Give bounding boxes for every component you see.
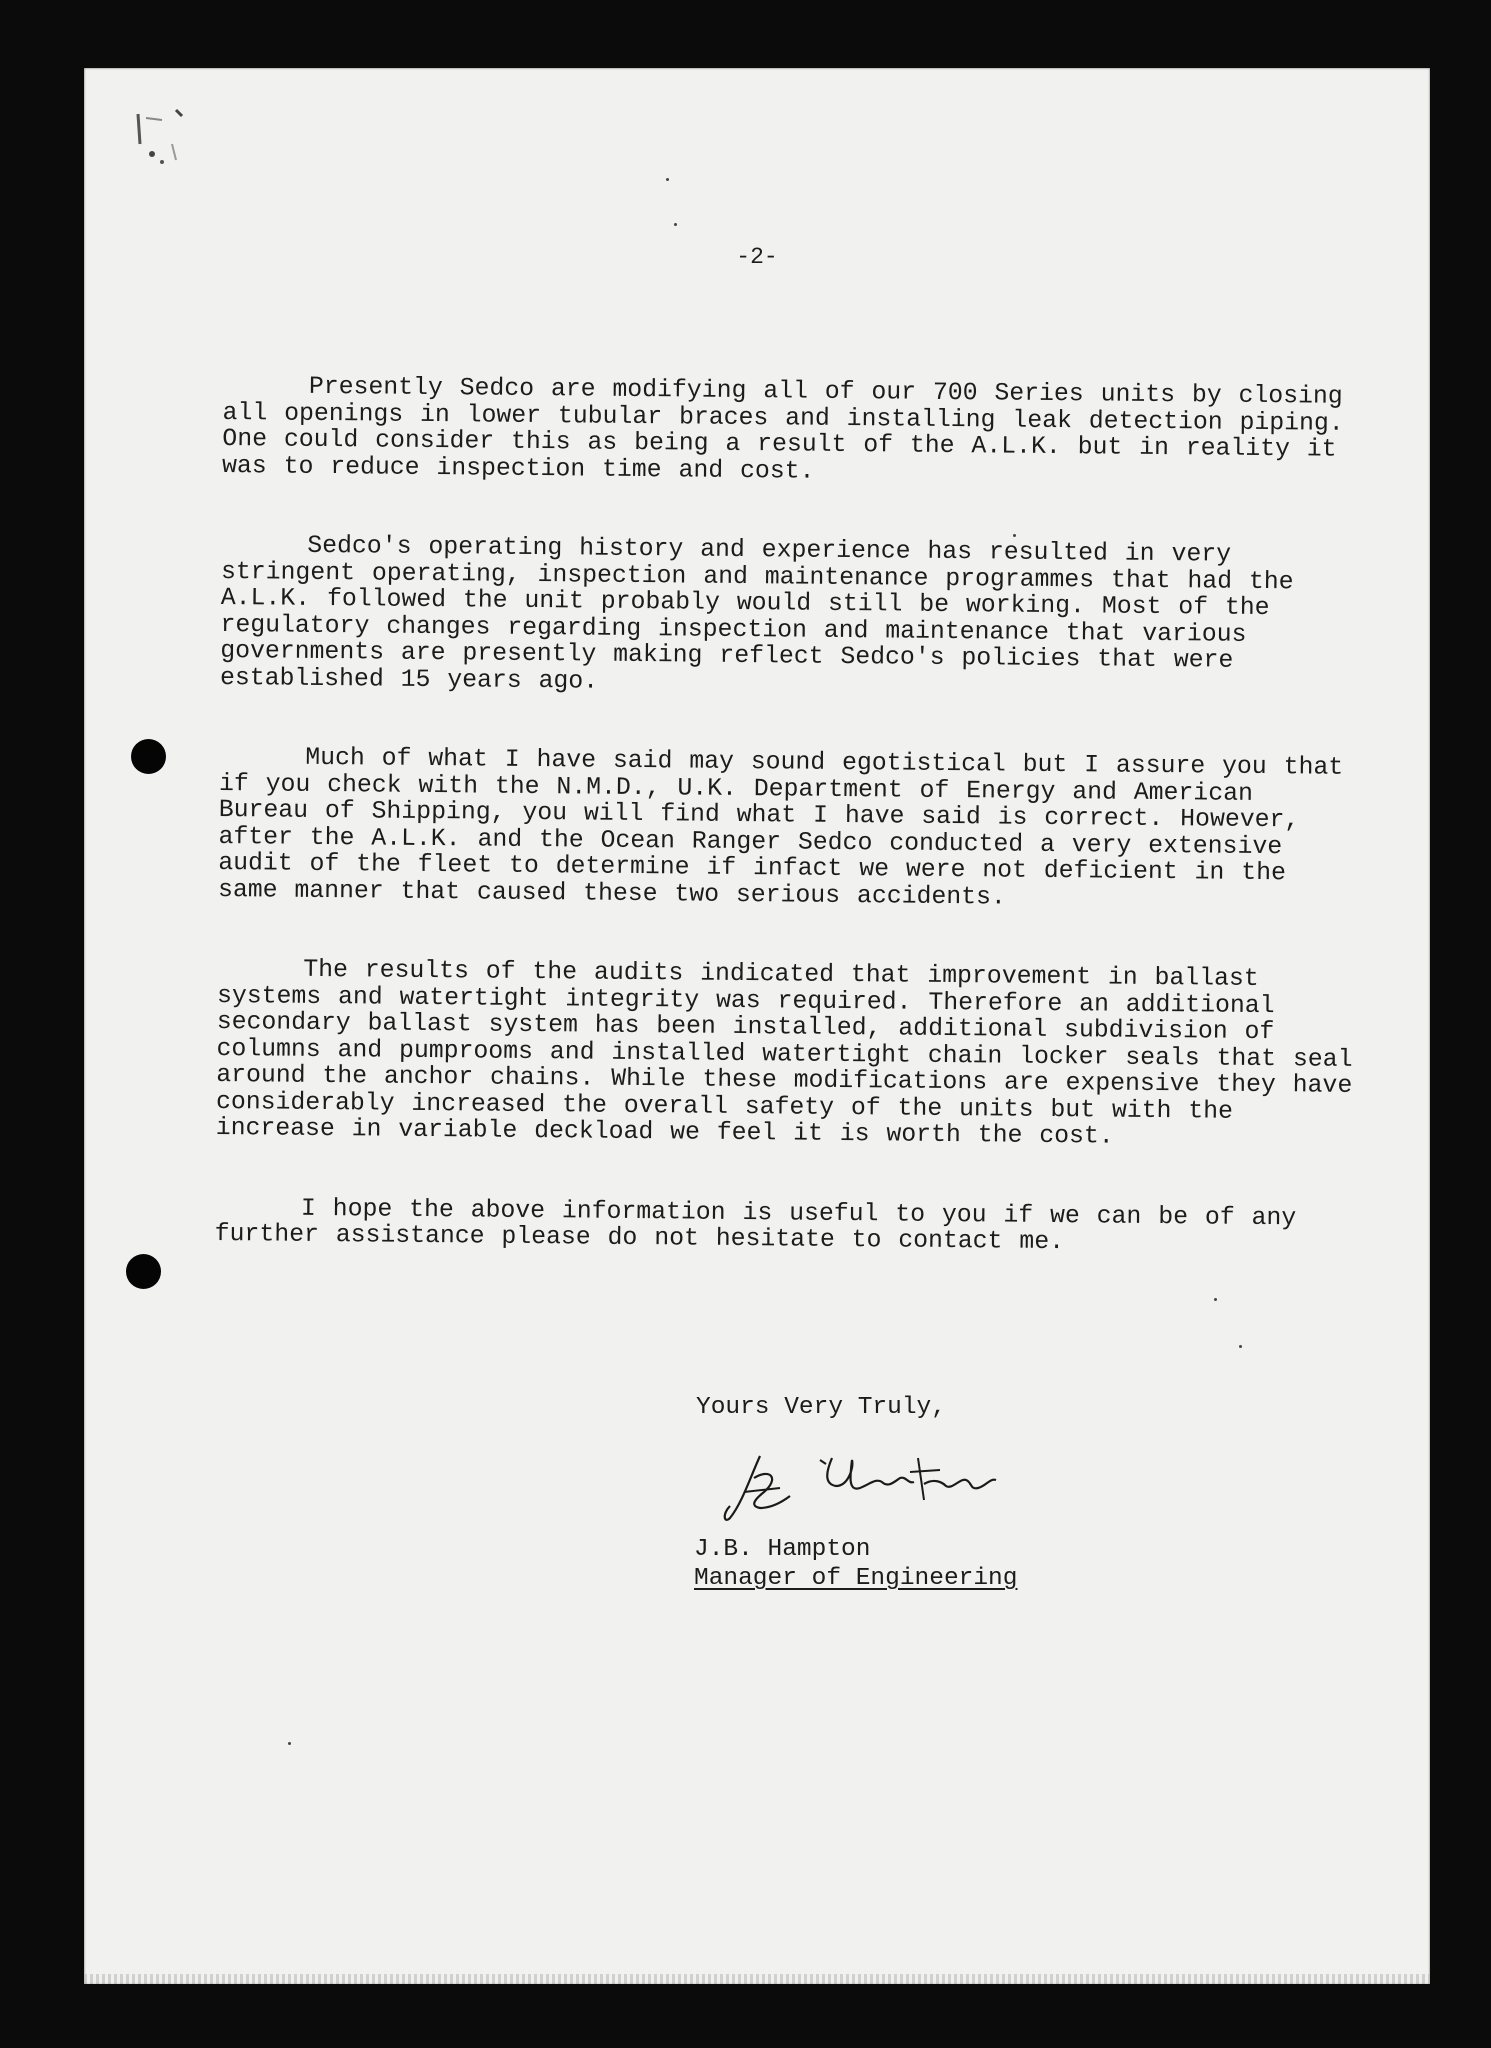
page-number: -2- (736, 244, 778, 270)
punch-hole-top (131, 739, 166, 774)
corner-smudge-mark (132, 104, 192, 174)
signer-title: Manager of Engineering (694, 1565, 1018, 1592)
handwritten-signature (720, 1448, 1010, 1528)
paragraph-700-series-modification: Presently Sedco are modifying all of our 700 Series units by closing all openings in lower tubular braces and installing leak detection piping. One could consider this as being a result of the A.L.K. but in reality it was to reduce inspection time and cost. (221, 372, 1344, 486)
punch-hole-bottom (126, 1254, 161, 1289)
paper-speck (674, 223, 677, 226)
paragraph-fleet-audit: Much of what I have said may sound egotistical but I assure you that if you check with the N.M.D., U.K. Department of Energy and American Bureau of Shipping, you will find what I have said is correct. However, after the A.L.K. and the Ocean Ranger Sedco conducted a very extensive audit of the fleet to determine if infact we were not deficient in the same manner that caused these two serious accidents. (217, 743, 1344, 912)
paper-speck (288, 1742, 291, 1745)
paragraph-audit-results: The results of the audits indicated that improvement in ballast systems and watertight integrity was required. Therefore an additional secondary ballast system has been installed, additional subdivision of columns and pumprooms and installed watertight chain locker seals that seal around the anchor chains. While these modifications are expensive they have considerably increased the overall safety of the units but with the increase in variable deckload we feel it is worth the cost. (215, 955, 1353, 1151)
letter-body (214, 373, 1363, 1311)
paper-bottom-edge (84, 1974, 1430, 1984)
paper-speck (666, 178, 669, 181)
complimentary-close: Yours Very Truly, (696, 1394, 946, 1421)
signer-name: J.B. Hampton (694, 1536, 871, 1563)
paragraph-closing-offer: I hope the above information is useful to you if we can be of any further assistance please do not hesitate to contact me. (214, 1194, 1297, 1257)
paper-speck (1239, 1345, 1242, 1348)
letter-page (84, 68, 1430, 1984)
paragraph-operating-history: Sedco's operating history and experience has resulted in very stringent operating, inspection and maintenance programmes that had the A.L.K. followed the unit probably would still be working. Most of the regulatory changes regarding inspection and maintenance that various governments are presently making reflect Sedco's policies that were established 15 years ago. (219, 531, 1294, 696)
